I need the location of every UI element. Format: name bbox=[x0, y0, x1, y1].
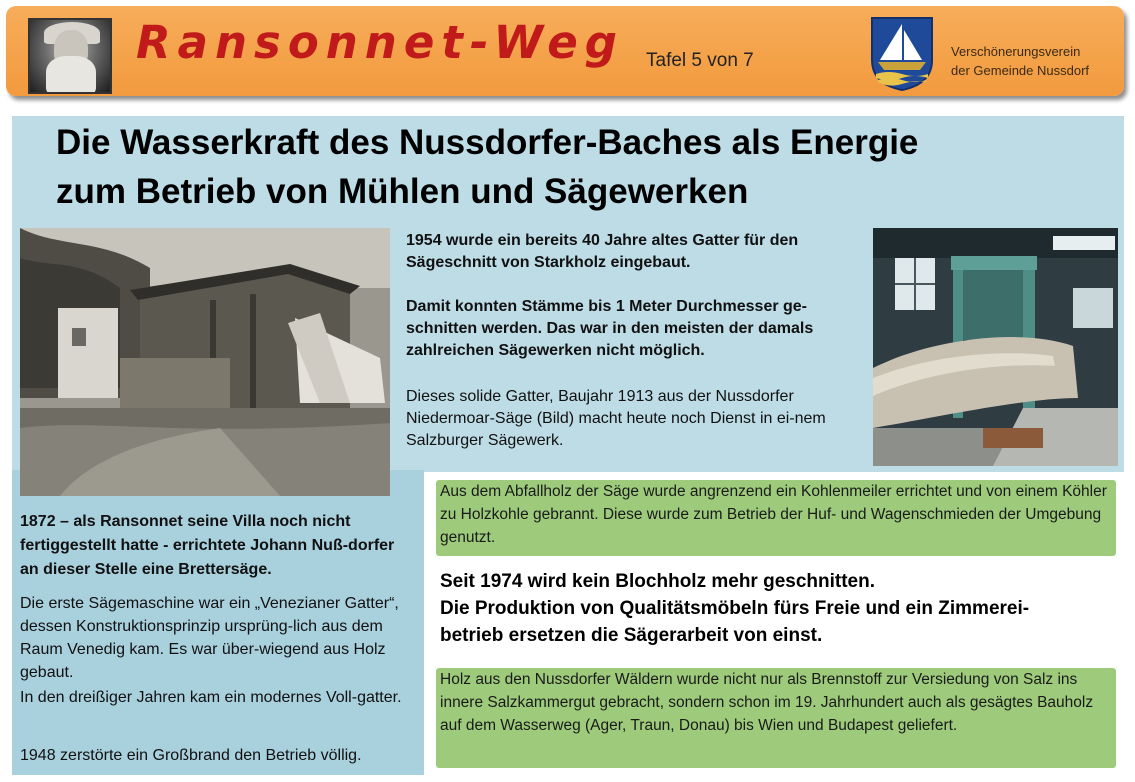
board-number: Tafel 5 von 7 bbox=[646, 50, 754, 71]
ransonnet-portrait-image bbox=[28, 18, 112, 94]
info-text-diameter: Damit konnten Stämme bis 1 Meter Durchmesser ge-schnitten werden. Das war in den meisten der damals zahlreichen Sägewerken nicht möglich. bbox=[406, 298, 814, 359]
nussdorf-crest-icon bbox=[868, 16, 936, 92]
info-text-gatter-1913: Dieses solide Gatter, Baujahr 1913 aus der Nussdorfer Niedermoar-Säge (Bild) macht heute noch Dienst in ei-nem Salzburger Sägewerk. bbox=[406, 388, 826, 449]
timber-transport-box: Holz aus den Nussdorfer Wäldern wurde nicht nur als Brennstoff zur Versiedung von Salz ins innere Salzkammergut gebracht, sondern schon im 19. Jahrhundert auch als gesägtes Bauholz auf dem Wasserweg (Ager, Traun, Donau) bis Wien und Budapest geliefert. bbox=[436, 668, 1116, 768]
production-text: Seit 1974 wird kein Blochholz mehr geschnitten. Die Produktion von Qualitätsmöbeln fürs Freie und ein Zimmerei- betrieb ersetzen die Sägerarbeit von einst. bbox=[440, 571, 1030, 646]
charcoal-box: Aus dem Abfallholz der Säge wurde angrenzend ein Kohlenmeiler errichtet und von einem Köhler zu Holzkohle gebrannt. Diese wurde zum Betrieb der Huf- und Wagenschmieden der Umgebung genutzt. bbox=[436, 480, 1116, 556]
association-name: Verschönerungsverein der Gemeinde Nussdorf bbox=[951, 44, 1090, 78]
info-text-1954: 1954 wurde ein bereits 40 Jahre altes Gatter für den Sägeschnitt von Starkholz eingebaut. bbox=[406, 232, 799, 271]
sawmill-photo bbox=[20, 228, 390, 496]
page-heading: Die Wasserkraft des Nussdorfer-Baches als Energie zum Betrieb von Mühlen und Sägewerken bbox=[56, 123, 919, 211]
trail-title: Ransonnet-Weg bbox=[136, 16, 625, 69]
intro-1872: 1872 – als Ransonnet seine Villa noch nicht fertiggestellt hatte - errichtete Johann Nuß-dorfer an dieser Stelle eine Brettersäge. bbox=[20, 513, 395, 578]
venezianer-gatter-text: Die erste Sägemaschine war ein „Venezianer Gatter“, dessen Konstruktionsprinzip ursprüng-lich aus dem Raum Venedig kam. Es war über-wiegend aus Holz gebaut. bbox=[20, 595, 399, 681]
header-banner bbox=[6, 6, 1124, 96]
frame-saw-photo bbox=[873, 228, 1118, 466]
fire-1948-text: 1948 zerstörte ein Großbrand den Betrieb völlig. bbox=[20, 747, 362, 764]
vollgatter-text: In den dreißiger Jahren kam ein modernes Voll-gatter. bbox=[20, 689, 402, 706]
